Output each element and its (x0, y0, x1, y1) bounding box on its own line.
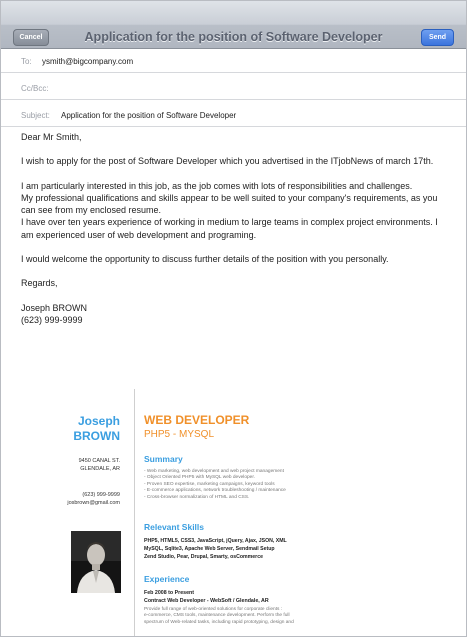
resume-email: josbrown@gmail.com (67, 500, 120, 506)
body-paragraph-2b: My professional qualifications and skills appear to be well suited to your company's requirements, as you can see from my enclosed resume. (21, 192, 438, 216)
body-paragraph-2c: I have over ten years experience of working in medium to large teams in complex project environments. I am experienced user of web development and programing. (21, 217, 438, 240)
body-paragraph-2a: I am particularly interested in this job, as the job comes with lots of responsibilities and challenges. (21, 180, 413, 191)
list-item: MySQL, Sqlite3, Apache Web Server, Sendmail Setup (144, 546, 275, 552)
resume-address-line: GLENDALE, AR (80, 466, 120, 472)
resume-address (79, 457, 120, 473)
portrait-image (71, 531, 121, 593)
resume-photo (71, 531, 121, 593)
resume-job-title: WEB DEVELOPER (144, 413, 250, 427)
to-value[interactable]: ysmith@bigcompany.com (42, 57, 134, 66)
subject-value[interactable]: Application for the position of Software Developer (61, 111, 237, 120)
resume-experience-heading: Experience (144, 574, 190, 584)
list-item: - Proven SEO expertise, marketing campaigns, keyword tools (144, 481, 275, 487)
to-field[interactable] (1, 49, 466, 73)
list-item: - Object Oriented PHP5 with MySQL web developer. (144, 475, 256, 481)
resume-experience-description (144, 607, 344, 626)
list-item: - Web marketing, web development and web project management (144, 469, 284, 474)
resume-skills-heading: Relevant Skills (144, 522, 205, 532)
to-label: To: (21, 57, 32, 66)
resume-address-line: 9450 CANAL ST. (78, 458, 120, 464)
signature-name: Joseph BROWN (21, 302, 88, 313)
list-item: PHP5, HTML5, CSS3, JavaScript, jQuery, Ajax, JSON, XML (144, 538, 287, 544)
send-button[interactable]: Send (421, 29, 454, 46)
resume-summary-list (144, 469, 344, 501)
closing: Regards, (21, 278, 58, 289)
resume-last-name: BROWN (73, 429, 120, 443)
body-paragraph-1: I wish to apply for the post of Software Developer which you advertised in the ITjobNews of march 17th. (21, 156, 434, 167)
resume-divider (134, 389, 135, 637)
navigation-bar (1, 1, 466, 49)
list-item: Zend Studio, Pear, Drupal, Smarty, osCommerce (144, 554, 263, 560)
body-paragraph-3: I would welcome the opportunity to discuss further details of the position with you personally. (21, 253, 389, 264)
page-title: Application for the position of Software Developer (84, 30, 383, 44)
subject-field[interactable] (1, 103, 466, 127)
resume-contact (67, 491, 120, 507)
cc-bcc-label: Cc/Bcc: (21, 84, 49, 93)
cc-bcc-field[interactable] (1, 76, 466, 100)
message-body[interactable] (21, 131, 451, 326)
resume-first-name: Joseph (77, 414, 120, 428)
list-item: Provide full range of web-oriented solutions for corporate clients : (144, 607, 283, 612)
resume-experience-date: Feb 2008 to Present (144, 590, 195, 596)
resume-phone: (623) 999-9999 (82, 492, 120, 498)
resume-tech-line: PHP5 - MYSQL (144, 429, 215, 440)
cancel-button[interactable]: Cancel (13, 29, 49, 46)
greeting: Dear Mr Smith, (21, 132, 82, 142)
resume-summary-heading: Summary (144, 454, 183, 464)
list-item: e-commerce, CMS tools, maintenance development. Perform the full (144, 613, 290, 619)
resume-experience-role: Contract Web Developer - WebSoft / Glendale, AR (144, 598, 269, 604)
signature-phone: (623) 999-9999 (21, 314, 83, 325)
list-item: spectrum of Web-related tasks, including rapid prototyping, design and (144, 619, 294, 625)
list-item: - Cross-browser normalization of HTML and CSS. (144, 494, 250, 500)
list-item: - E-commerce applications, network troubleshooting / maintenance (144, 488, 286, 494)
subject-label: Subject: (21, 111, 50, 120)
resume-attachment[interactable] (1, 379, 466, 637)
resume-skills-list (144, 537, 349, 561)
